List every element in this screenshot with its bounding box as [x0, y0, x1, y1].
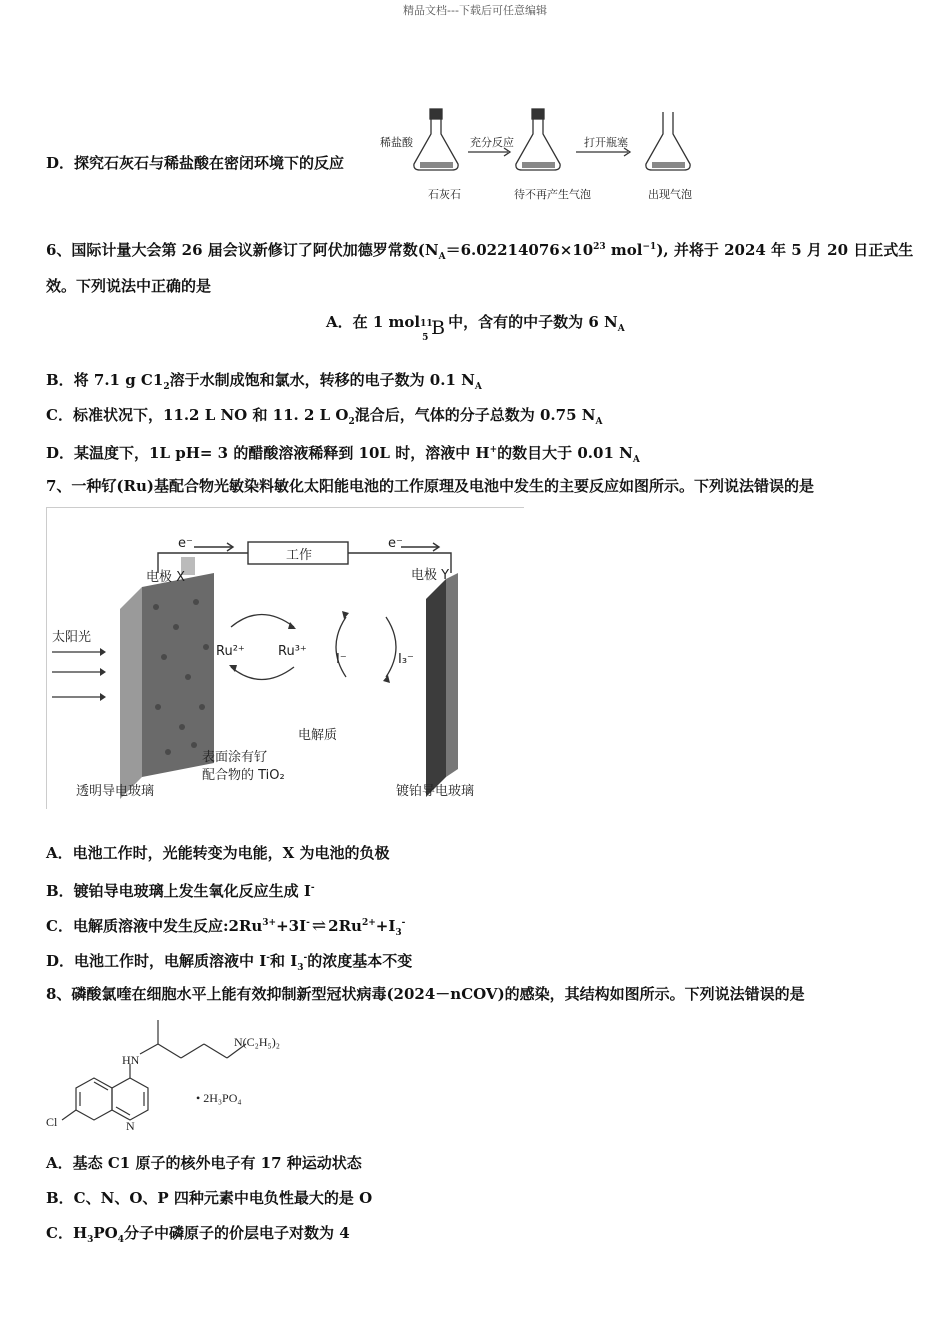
label-flask-3: 出现气泡: [648, 188, 692, 201]
label-arrow-2: 打开瓶塞: [584, 136, 628, 149]
q6-option-d: D．某温度下，1L pH= 3 的醋酸溶液稀释到 10L 时，溶液中 H+的数目大于 0.01 $N_A$: [46, 444, 640, 465]
label-right-glass: 镀铂导电玻璃: [396, 784, 475, 799]
label-cl: Cl: [46, 1115, 58, 1129]
q8-stem: 8、磷酸氯喹在细胞水平上能有效抑制新型冠状病毒(2024－nCOV)的感染，其结构如图所示。下列说法错误的是: [46, 985, 805, 1003]
cycle-i-right: [386, 617, 396, 677]
flask-3: [646, 112, 690, 170]
label-electrode-x: 电极 X: [146, 570, 186, 585]
label-flask-2: 待不再产生气泡: [514, 188, 591, 201]
q6-option-c: C．标准状况下，11.2 L NO 和 11. 2 L $O_2$混合后，气体的分子总数为 0.75 $N_A$: [46, 406, 603, 427]
solar-cell-figure: [46, 507, 524, 809]
q7-option-d: D．电池工作时，电解质溶液中 I-和 $I_3^-$的浓度基本不变: [46, 952, 413, 973]
pyridine-ring: [112, 1078, 148, 1120]
label-sunlight: 太阳光: [52, 630, 92, 645]
label-ru3: Ru³⁺: [278, 644, 307, 659]
label-nh: HN: [122, 1053, 140, 1067]
label-coating-1: 表面涂有钌: [202, 750, 268, 765]
label-ru2: Ru²⁺: [216, 644, 245, 659]
q7-option-a: A．电池工作时，光能转变为电能，X 为电池的负极: [46, 844, 390, 862]
cycle-ru-top: [231, 615, 294, 628]
transparent-glass-plate: [120, 587, 142, 799]
q8-option-a: A．基态 C1 原子的核外电子有 17 种运动状态: [46, 1154, 362, 1172]
label-arrow-1: 充分反应: [470, 136, 514, 149]
stopper-1: [430, 109, 442, 119]
label-left-glass: 透明导电玻璃: [76, 784, 155, 799]
label-salt: • 2H₃PO₄: [196, 1091, 242, 1105]
label-electrolyte: 电解质: [298, 728, 338, 743]
label-e-right: e⁻: [388, 536, 403, 551]
q5-option-d: D．探究石灰石与稀盐酸在密闭环境下的反应: [46, 154, 345, 172]
bond-cl: [62, 1110, 76, 1120]
solid-3: [652, 162, 685, 168]
q7-option-c: C．电解质溶液中发生反应$:2Ru^{3+}+3I^-$ ⇌ $2Ru^{2+}+I_3^-$: [46, 916, 406, 938]
q8-option-b: B．C、N、O、P 四种元素中电负性最大的是 O: [46, 1189, 373, 1207]
label-flask-1: 石灰石: [428, 188, 461, 201]
benzene-ring: [76, 1078, 112, 1120]
q7-option-b: B．镀铂导电玻璃上发生氧化反应生成 I-: [46, 882, 315, 900]
bond-nh-c: [140, 1044, 158, 1054]
label-acid: 稀盐酸: [380, 136, 413, 149]
label-e-left: e⁻: [178, 536, 193, 551]
tio2-layer: [142, 573, 214, 777]
page-header: 精品文档---下载后可任意编辑: [403, 4, 547, 17]
platinum-glass-plate: [426, 579, 446, 797]
stopper-2: [532, 109, 544, 119]
label-ring-n: N: [126, 1119, 135, 1133]
solid-2: [522, 162, 555, 168]
solid-1: [420, 162, 453, 168]
q6-stem-line2: 效。下列说法中正确的是: [46, 277, 212, 295]
cycle-ru-bottom: [231, 667, 294, 680]
q7-stem: 7、一种钌(Ru)基配合物光敏染料敏化太阳能电池的工作原理及电池中发生的主要反应如图所示。下列说法错误的是: [46, 477, 815, 495]
q8-option-c: C．$H_3PO_4$分子中磷原子的价层电子对数为 4: [46, 1224, 350, 1245]
q6-option-b: B．将 7.1 g $C1_2$溶于水制成饱和氯水，转移的电子数为 0.1 $N_A$: [46, 371, 482, 392]
cycle-i-left: [336, 617, 346, 677]
q6-option-a: A．在 1 mol 11 5 B 中，含有的中子数为 6 $N_A$: [326, 313, 625, 343]
label-amine: N(C₂H₅)₂: [234, 1035, 280, 1049]
label-coating-2: 配合物的 TiO₂: [202, 768, 285, 783]
chloroquine-structure: [46, 1016, 306, 1138]
flask-reaction-figure: [380, 106, 710, 206]
label-triiodide: I₃⁻: [398, 652, 414, 667]
label-electrode-y: 电极 Y: [411, 568, 450, 583]
label-iodide: I⁻: [336, 652, 347, 667]
q6-stem: 6、国际计量大会第 26 届会议新修订了阿伏加德罗常数($N_A=6.02214076\times 10^{23}$ mol$^{-1}$), 并将于 2024 年 5 月 20 日正式生: [46, 241, 914, 262]
label-work: 工作: [286, 548, 313, 563]
